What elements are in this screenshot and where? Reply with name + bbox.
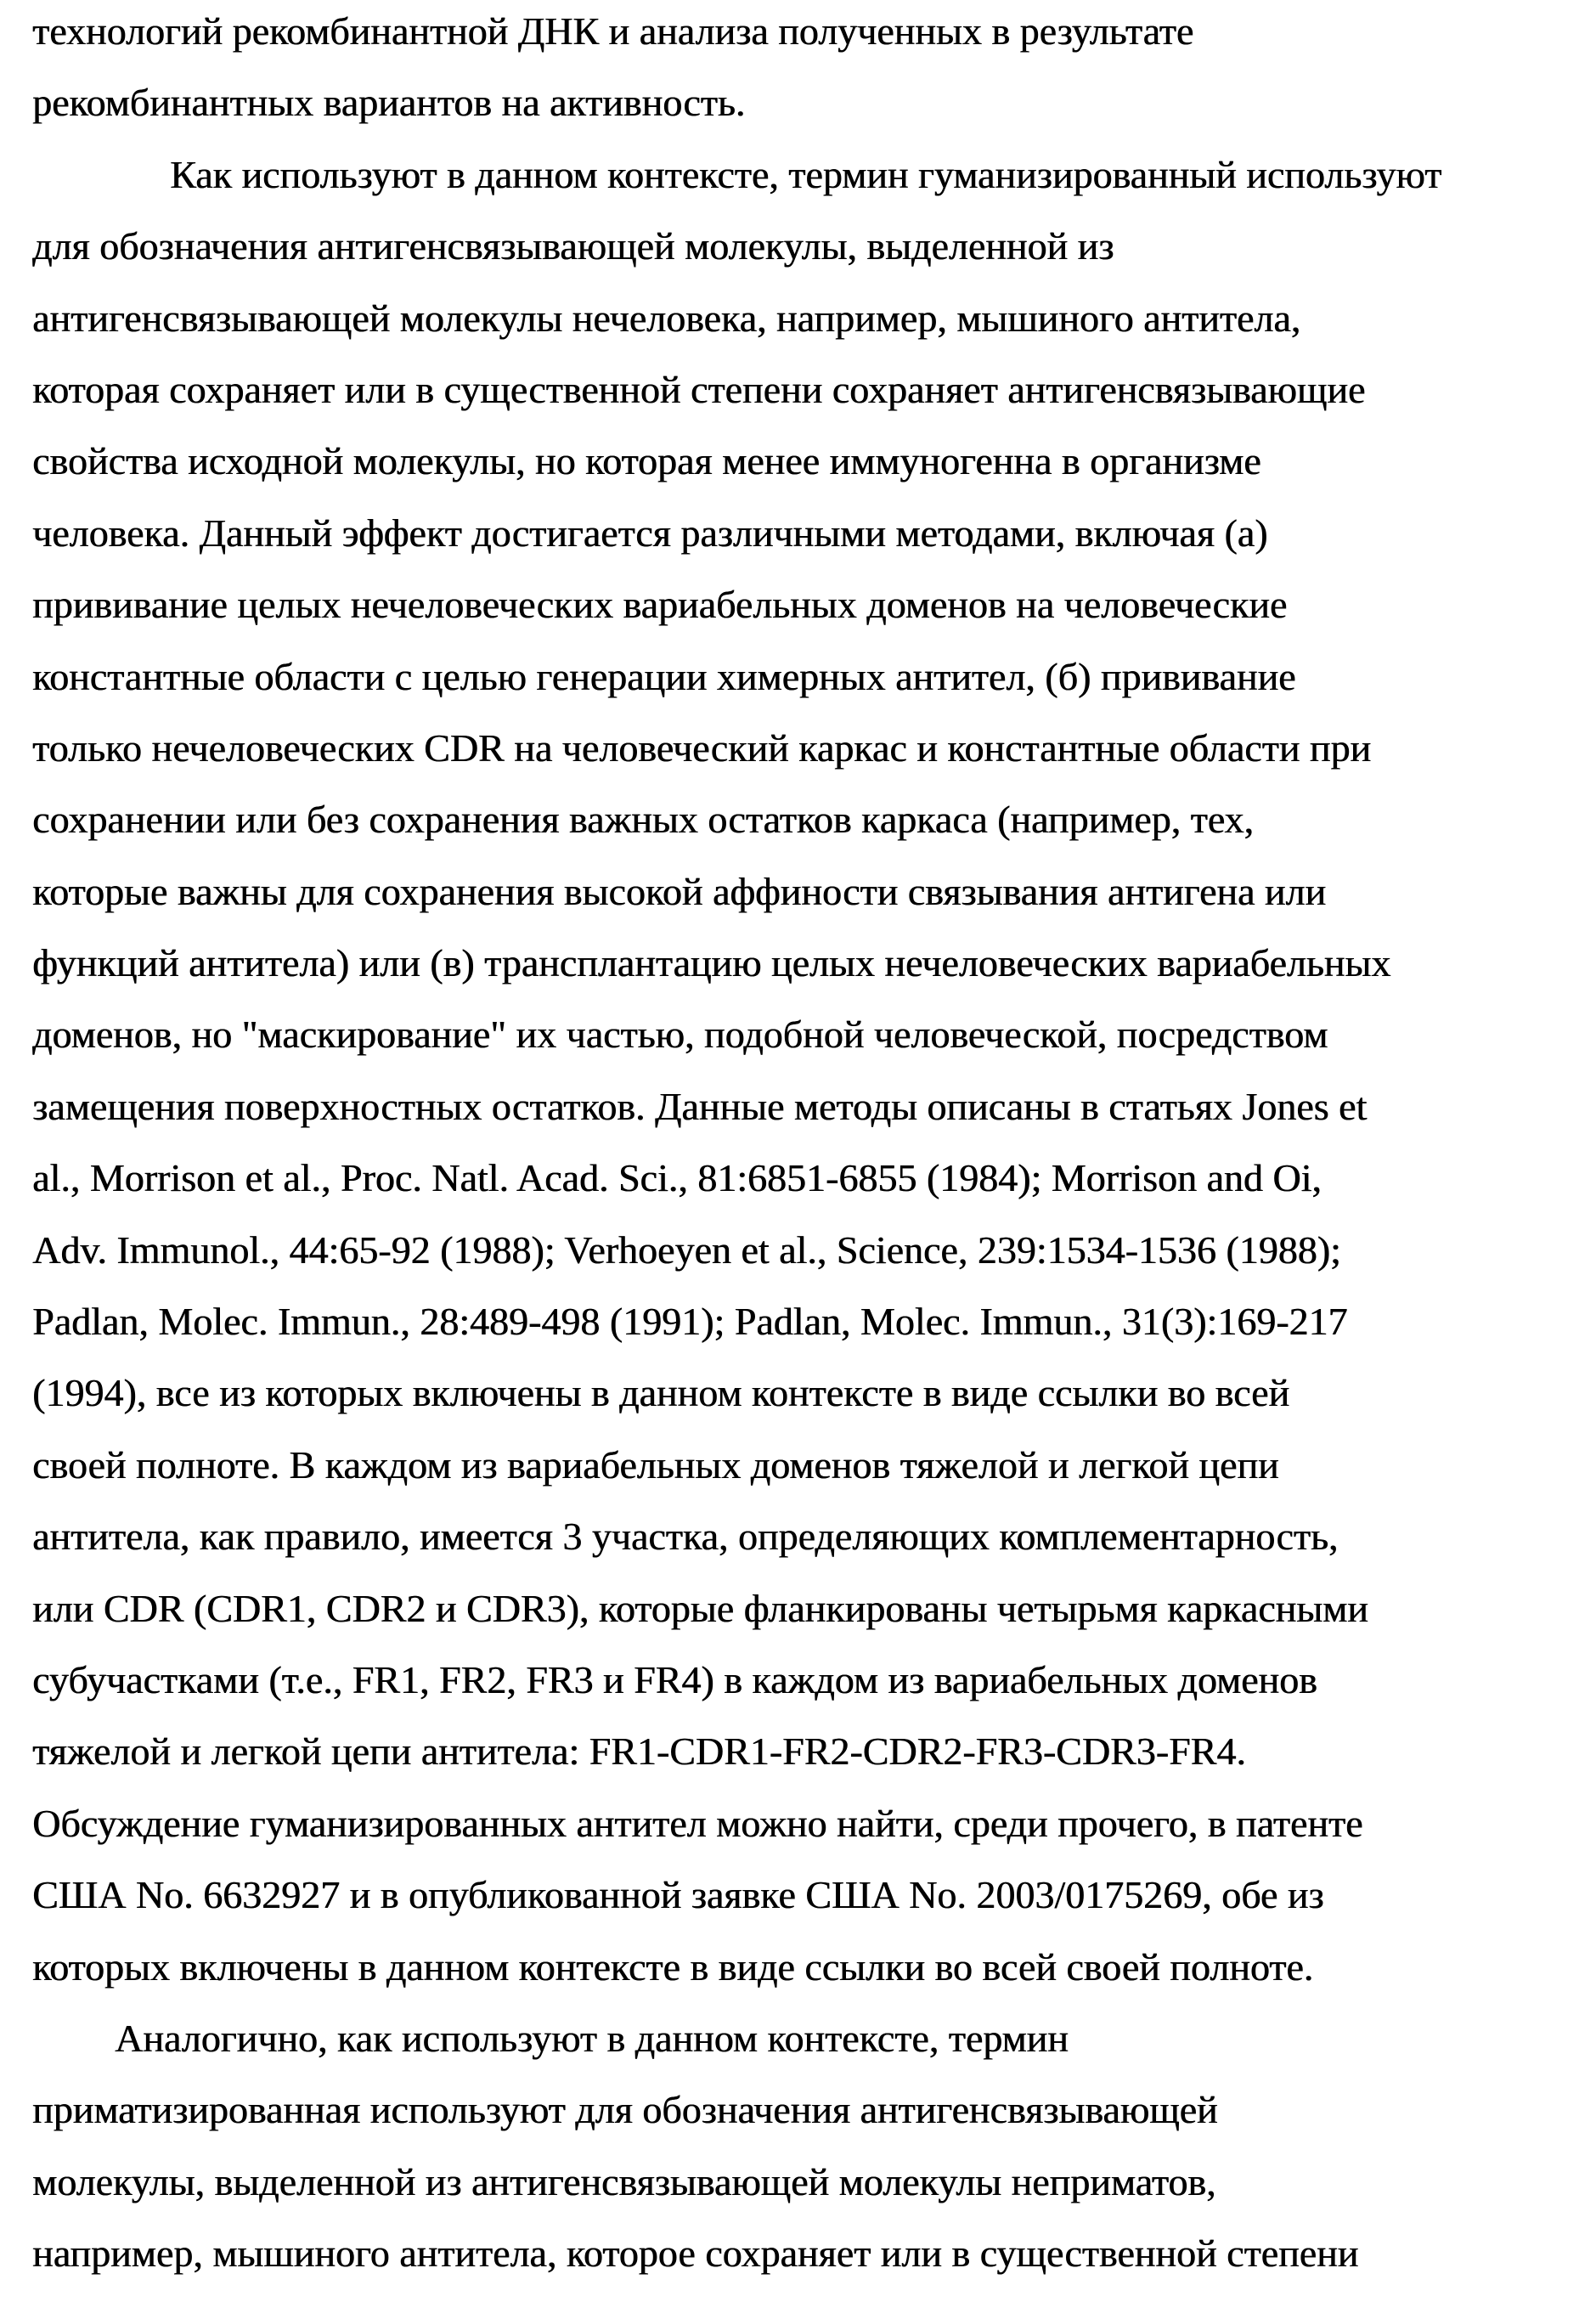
text-line: молекулы, выделенной из антигенсвязывающей молекулы неприматов, xyxy=(32,2147,1578,2218)
text-line: или CDR (CDR1, CDR2 и CDR3), которые фланкированы четырьмя каркасными xyxy=(32,1573,1578,1645)
text-line: например, мышиного антитела, которое сохраняет или в существенной степени xyxy=(32,2218,1578,2289)
text-line: которых включены в данном контексте в виде ссылки во всей своей полноте. xyxy=(32,1932,1578,2003)
text-line: человека. Данный эффект достигается различными методами, включая (а) xyxy=(32,498,1578,569)
text-line: Padlan, Molec. Immun., 28:489-498 (1991); Padlan, Molec. Immun., 31(3):169-217 xyxy=(32,1286,1578,1357)
text-line: для обозначения антигенсвязывающей молекулы, выделенной из xyxy=(32,211,1578,282)
text-line: Как используют в данном контексте, термин гуманизированный используют xyxy=(32,139,1578,211)
text-line: приматизированная используют для обозначения антигенсвязывающей xyxy=(32,2074,1578,2146)
text-line: замещения поверхностных остатков. Данные методы описаны в статьях Jones et xyxy=(32,1071,1578,1143)
text-line: (1994), все из которых включены в данном контексте в виде ссылки во всей xyxy=(32,1357,1578,1429)
text-line: константные области с целью генерации химерных антител, (б) прививание xyxy=(32,641,1578,713)
text-line: рекомбинантных вариантов на активность. xyxy=(32,67,1578,138)
text-line: которая сохраняет или в существенной степени сохраняет антигенсвязывающие xyxy=(32,354,1578,426)
text-line: прививание целых нечеловеческих вариабельных доменов на человеческие xyxy=(32,569,1578,640)
text-line: антигенсвязывающей молекулы нечеловека, например, мышиного антитела, xyxy=(32,283,1578,354)
text-line: свойства исходной молекулы, но которая менее иммуногенна в организме xyxy=(32,426,1578,497)
text-line: субучастками (т.е., FR1, FR2, FR3 и FR4) в каждом из вариабельных доменов xyxy=(32,1645,1578,1716)
text-line: al., Morrison et al., Proc. Natl. Acad. Sci., 81:6851-6855 (1984); Morrison and Oi, xyxy=(32,1143,1578,1214)
text-line: Adv. Immunol., 44:65-92 (1988); Verhoeyen et al., Science, 239:1534-1536 (1988); xyxy=(32,1215,1578,1286)
text-line: тяжелой и легкой цепи антитела: FR1-CDR1-FR2-CDR2-FR3-CDR3-FR4. xyxy=(32,1716,1578,1787)
text-line: своей полноте. В каждом из вариабельных доменов тяжелой и легкой цепи xyxy=(32,1430,1578,1501)
document-page xyxy=(32,0,1578,2290)
text-line: доменов, но "маскирование" их частью, подобной человеческой, посредством xyxy=(32,999,1578,1070)
text-line: которые важны для сохранения высокой аффиности связывания антигена или xyxy=(32,856,1578,928)
text-line: только нечеловеческих CDR на человеческий каркас и константные области при xyxy=(32,713,1578,784)
text-line: технологий рекомбинантной ДНК и анализа полученных в результате xyxy=(32,0,1578,67)
text-line: Обсуждение гуманизированных антител можно найти, среди прочего, в патенте xyxy=(32,1788,1578,1859)
text-line: Аналогично, как используют в данном контексте, термин xyxy=(32,2003,1578,2074)
text-line: функций антитела) или (в) трансплантацию целых нечеловеческих вариабельных xyxy=(32,928,1578,999)
text-line: США No. 6632927 и в опубликованной заявке США No. 2003/0175269, обе из xyxy=(32,1859,1578,1931)
text-line: антитела, как правило, имеется 3 участка, определяющих комплементарность, xyxy=(32,1501,1578,1572)
text-line: сохранении или без сохранения важных остатков каркаса (например, тех, xyxy=(32,784,1578,855)
